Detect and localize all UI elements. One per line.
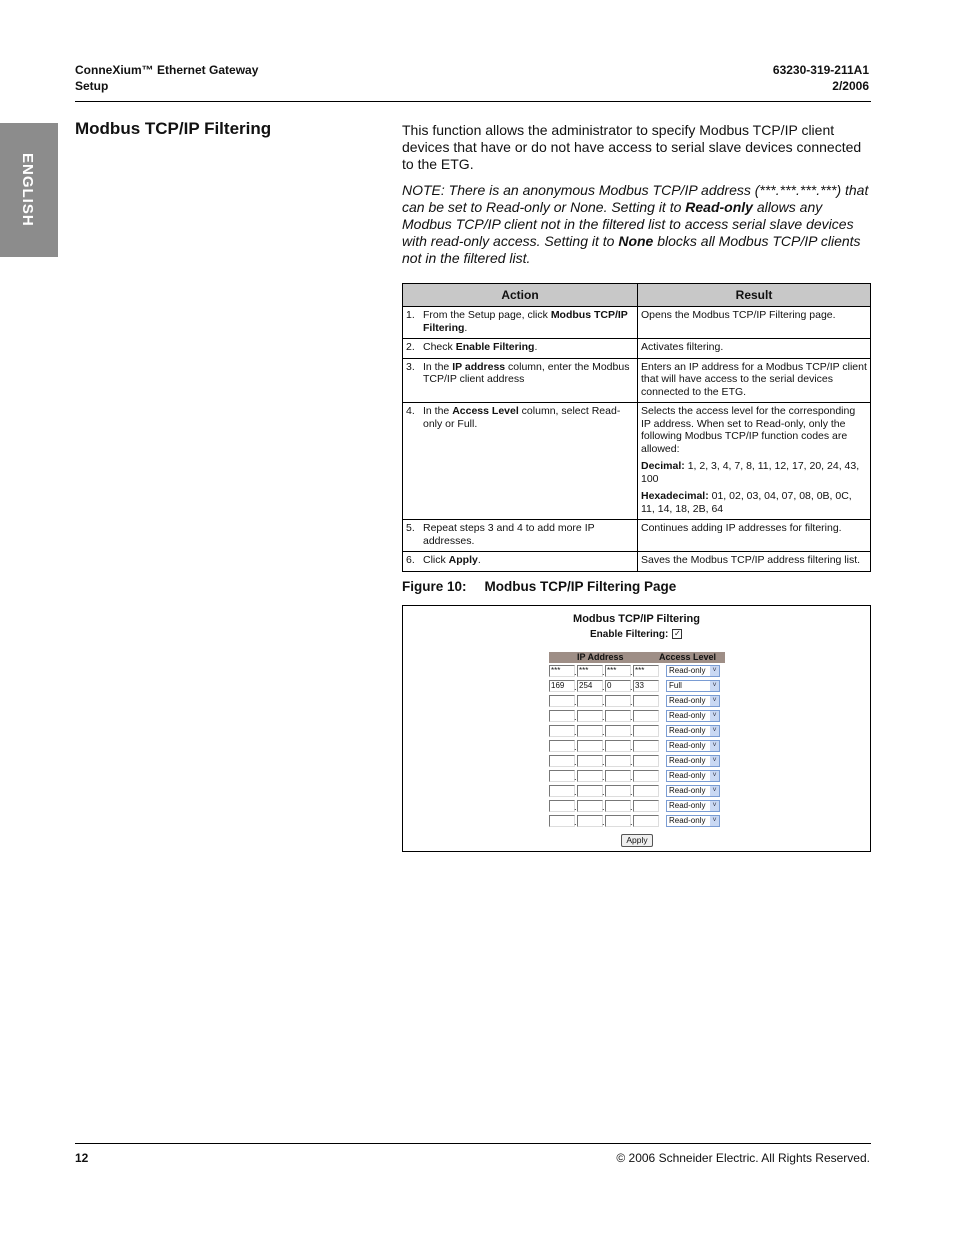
access-level-value: Read-only [669,786,706,795]
ip-octet-input[interactable] [633,755,659,767]
step-number: 1. [406,309,415,321]
ip-dot-separator: . [602,712,605,722]
ip-dot-separator: . [602,772,605,782]
action-text: In the [423,405,453,417]
note-bold-none: None [618,233,654,249]
ip-octet-input[interactable] [633,770,659,782]
ip-dot-separator: . [602,787,605,797]
ip-octet-input[interactable] [605,800,631,812]
ip-dot-separator: . [574,742,577,752]
ip-dot-separator: . [574,727,577,737]
ip-dot-separator: . [574,682,577,692]
ip-octet-input[interactable]: 169 [549,680,575,692]
ip-dot-separator: . [602,802,605,812]
figure-screenshot [402,605,871,852]
hex-label: Hexadecimal: [641,490,709,502]
ip-octet-input[interactable] [605,695,631,707]
ip-octet-input[interactable] [549,800,575,812]
ip-octet-input[interactable]: *** [605,665,631,677]
ip-octet-input[interactable] [605,785,631,797]
ip-octet-input[interactable] [633,725,659,737]
language-tab [0,123,58,257]
figure-label: Figure 10: [402,579,467,594]
access-level-select[interactable] [666,800,720,812]
ip-octet-input[interactable] [549,695,575,707]
action-bold: Enable Filtering [455,341,535,353]
ip-octet-input[interactable] [549,815,575,827]
action-bold: Modbus TCP/IP Filtering [423,309,628,334]
action-text-end: . [464,321,468,334]
decimal-codes [641,460,867,485]
decimal-value: 1, 2, 3, 4, 7, 8, 11, 12, 17, 20, 24, 43, 100 [641,460,860,485]
ip-octet-input[interactable] [605,710,631,722]
ip-dot-separator: . [630,817,633,827]
action-bold: Access Level [452,405,519,417]
action-text: From the Setup page, click [423,309,551,321]
ip-octet-input[interactable]: *** [549,665,575,677]
access-level-value: Full [669,681,682,690]
chevron-down-icon[interactable]: ˅ [710,771,719,781]
chevron-down-icon[interactable]: ˅ [710,756,719,766]
note-text-2: allows any Modbus TCP/IP client not in the filtered list to access serial slave devices with read-only access. Setting it to [402,199,854,249]
access-level-value: Read-only [669,756,706,765]
ip-octet-input[interactable] [549,725,575,737]
hex-codes [641,490,867,515]
action-cell [403,307,638,339]
result-cell [638,403,871,520]
decimal-label: Decimal: [641,460,685,472]
language-tab-label: ENGLISH [19,153,36,227]
result-text: Saves the Modbus TCP/IP address filtering list. [641,554,861,566]
result-cell [638,552,871,572]
ip-octet-input[interactable] [549,740,575,752]
table-row [403,520,871,552]
ip-dot-separator: . [630,787,633,797]
ip-octet-input[interactable] [605,815,631,827]
ip-octet-input[interactable]: 254 [577,680,603,692]
result-text: Enters an IP address for a Modbus TCP/IP client that will have access to the serial devices connected to the ETG. [641,360,867,398]
note-paragraph [402,182,872,267]
ip-octet-input[interactable] [549,785,575,797]
ip-octet-input[interactable]: *** [633,665,659,677]
access-level-select[interactable] [666,740,720,752]
ip-dot-separator: . [574,772,577,782]
enable-filtering-row [590,629,682,640]
doc-date: 2/2006 [832,79,869,93]
ip-octet-input[interactable] [549,710,575,722]
chevron-down-icon[interactable]: ˅ [710,711,719,721]
access-level-value: Read-only [669,711,706,720]
ip-octet-input[interactable] [577,770,603,782]
chevron-down-icon[interactable]: ˅ [710,681,719,691]
figure-caption [402,579,676,594]
access-level-select[interactable] [666,785,720,797]
ip-octet-input[interactable] [605,740,631,752]
access-level-value: Read-only [669,666,706,675]
doc-number: 63230-319-211A1 [772,63,869,77]
hex-value: 01, 02, 03, 04, 07, 08, 0B, 0C, 11, 14, 18, 2B, 64 [641,490,852,515]
ip-octet-input[interactable] [633,710,659,722]
ip-dot-separator: . [574,787,577,797]
ip-dot-separator: . [602,667,605,677]
action-column-header: Action [403,284,638,307]
ip-octet-input[interactable]: 0 [605,680,631,692]
access-level-select[interactable] [666,725,720,737]
ip-octet-input[interactable]: 33 [633,680,659,692]
action-text-end: . [534,341,538,353]
ip-octet-input[interactable] [633,815,659,827]
ip-dot-separator: . [630,757,633,767]
access-level-select[interactable] [666,665,720,677]
ip-octet-input[interactable] [549,755,575,767]
chevron-down-icon[interactable]: ˅ [710,786,719,796]
ip-octet-input[interactable] [605,755,631,767]
ip-dot-separator: . [630,682,633,692]
table-row [403,307,871,339]
ip-dot-separator: . [574,712,577,722]
table-header-row [403,284,871,307]
steps-table [402,283,871,572]
result-text: Opens the Modbus TCP/IP Filtering page. [641,309,836,321]
ip-octet-input[interactable] [577,725,603,737]
result-cell [638,520,871,552]
ip-octet-input[interactable] [577,785,603,797]
ip-octet-input[interactable]: *** [577,665,603,677]
result-cell [638,307,871,339]
ip-octet-input[interactable] [577,695,603,707]
ip-octet-input[interactable] [605,770,631,782]
chevron-down-icon[interactable]: ˅ [710,801,719,811]
ip-octet-input[interactable] [633,695,659,707]
ip-octet-input[interactable] [577,755,603,767]
action-text-end: column, select Read-only or Full. [423,405,621,430]
page-number: 12 [75,1151,89,1165]
access-level-select[interactable] [666,710,720,722]
chevron-down-icon[interactable]: ˅ [710,726,719,736]
footer-divider [75,1143,871,1144]
chevron-down-icon[interactable]: ˅ [710,696,719,706]
action-cell [403,403,638,520]
action-text-end: column, enter the Modbus TCP/IP client address [423,360,630,385]
result-text: Continues adding IP addresses for filtering. [641,522,842,534]
page-header-right [773,62,869,94]
ip-dot-separator: . [630,667,633,677]
header-divider [75,101,871,102]
ip-dot-separator: . [630,802,633,812]
chevron-down-icon[interactable]: ˅ [710,666,719,676]
ip-dot-separator: . [602,817,605,827]
ip-dot-separator: . [630,742,633,752]
table-row [403,358,871,403]
action-cell [403,339,638,359]
access-level-value: Read-only [669,741,706,750]
product-name: ConneXium™ Ethernet Gateway [75,63,259,77]
action-bold: Apply [448,554,478,566]
access-level-select[interactable] [666,755,720,767]
chevron-down-icon[interactable]: ˅ [710,816,719,826]
action-cell [403,520,638,552]
result-text: Activates filtering. [641,341,724,353]
ip-dot-separator: . [602,742,605,752]
ip-dot-separator: . [602,697,605,707]
chevron-down-icon[interactable]: ˅ [710,741,719,751]
page-header-left [75,62,258,94]
ip-dot-separator: . [630,772,633,782]
result-cell [638,358,871,403]
access-level-select[interactable] [666,680,720,692]
ip-octet-input[interactable] [633,800,659,812]
ip-dot-separator: . [574,817,577,827]
access-level-value: Read-only [669,696,706,705]
access-level-select[interactable] [666,815,720,827]
table-row [403,552,871,572]
table-row [403,403,871,520]
note-text-3: blocks all Modbus TCP/IP clients not in the filtered list. [402,233,861,266]
ip-dot-separator: . [602,682,605,692]
access-level-value: Read-only [669,816,706,825]
action-text-end: . [477,554,481,566]
ip-dot-separator: . [574,757,577,767]
result-text: Selects the access level for the corresponding IP address. When set to Read-only, only the following Modbus TCP/IP function codes are allowed: [641,405,856,455]
ip-octet-input[interactable] [605,725,631,737]
section-name: Setup [75,79,109,93]
step-number: 5. [406,522,415,534]
result-column-header: Result [638,284,871,307]
copyright: © 2006 Schneider Electric. All Rights Reserved. [616,1151,870,1165]
action-cell [403,552,638,572]
action-text: In the [423,360,453,373]
action-cell [403,358,638,403]
ip-address-column-header: IP Address [577,652,624,662]
filter-table-header [549,652,725,663]
ip-dot-separator: . [574,667,577,677]
section-title: Modbus TCP/IP Filtering [75,119,272,138]
action-text: Check [423,341,456,353]
ip-octet-input[interactable] [633,740,659,752]
access-level-value: Read-only [669,771,706,780]
note-bold-readonly: Read-only [685,199,753,215]
ip-dot-separator: . [630,727,633,737]
ip-dot-separator: . [574,802,577,812]
access-level-value: Read-only [669,726,706,735]
screen-title: Modbus TCP/IP Filtering [573,613,700,625]
ip-dot-separator: . [602,757,605,767]
enable-filtering-label: Enable Filtering: [590,629,669,640]
action-bold: IP address [452,360,506,373]
action-text: Repeat steps 3 and 4 to add more IP addresses. [423,522,595,547]
result-cell [638,339,871,359]
ip-dot-separator: . [602,727,605,737]
access-level-select[interactable] [666,770,720,782]
ip-dot-separator: . [630,712,633,722]
table-row [403,339,871,359]
intro-paragraph: This function allows the administrator to specify Modbus TCP/IP client devices that have or do not have access to serial slave devices connected to the ETG. [402,122,862,172]
step-number: 6. [406,554,415,566]
note-text-1: NOTE: There is an anonymous Modbus TCP/IP address (***.***.***.***) that can be set to Read-only or None. Setting it to [402,182,869,215]
ip-octet-input[interactable] [577,815,603,827]
step-number: 2. [406,341,415,353]
access-level-value: Read-only [669,801,706,810]
access-level-select[interactable] [666,695,720,707]
ip-octet-input[interactable] [577,710,603,722]
ip-octet-input[interactable] [549,770,575,782]
figure-title: Modbus TCP/IP Filtering Page [484,579,677,594]
access-level-column-header: Access Level [659,652,717,662]
ip-dot-separator: . [630,697,633,707]
apply-button[interactable]: Apply [621,834,653,847]
ip-dot-separator: . [574,697,577,707]
step-number: 3. [406,360,415,373]
action-text: Click [423,554,449,566]
enable-filtering-checkbox[interactable]: ✓ [673,629,681,639]
ip-octet-input[interactable] [577,740,603,752]
ip-octet-input[interactable] [577,800,603,812]
step-number: 4. [406,405,415,417]
ip-octet-input[interactable] [633,785,659,797]
